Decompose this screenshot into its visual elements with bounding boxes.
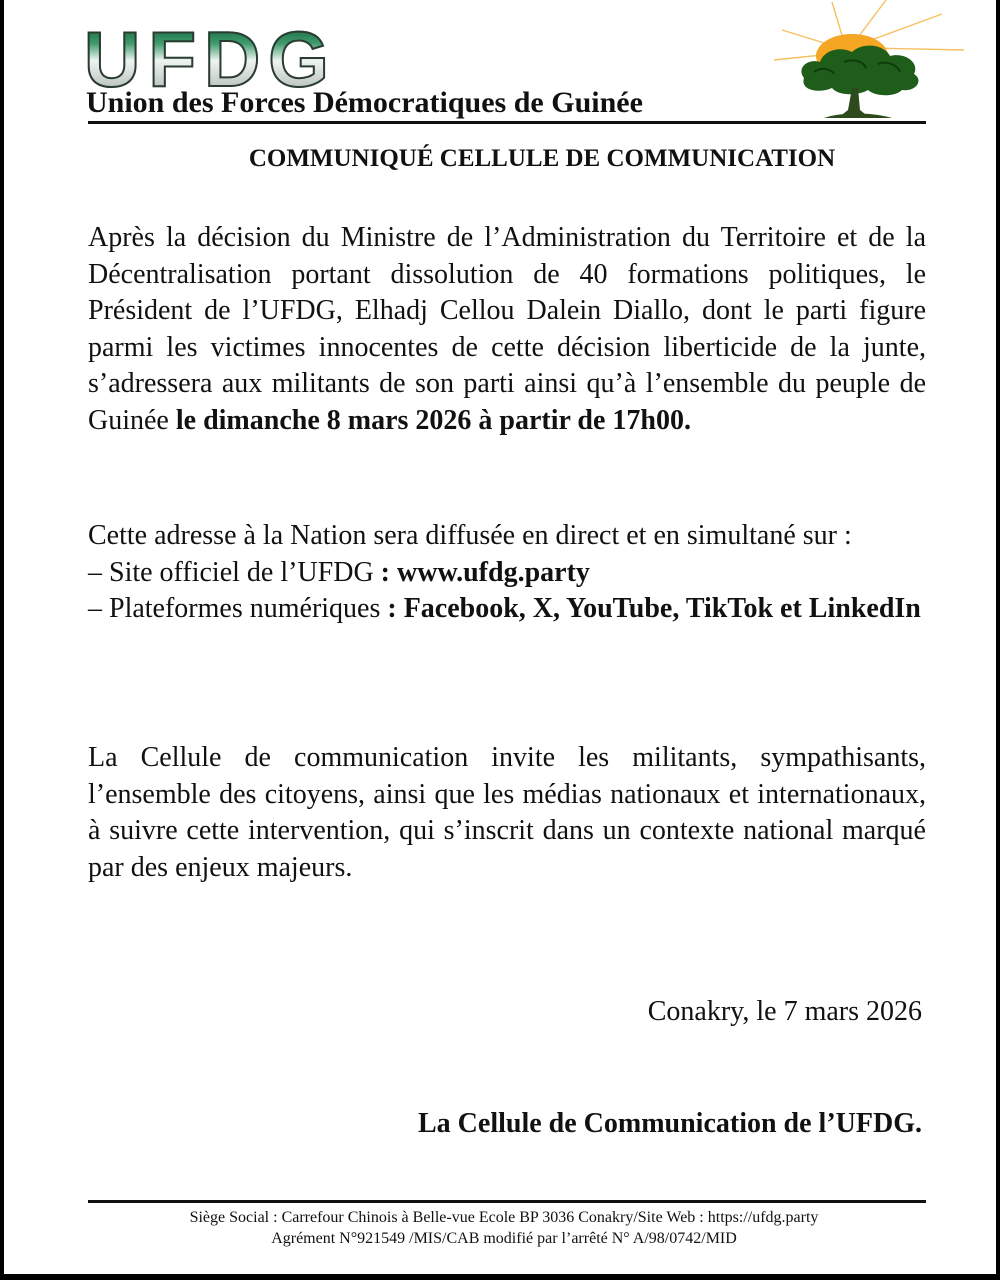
paragraph-announcement-text: Après la décision du Ministre de l’Administration du Territoire et de la Décentralisation portant dissolution de 40 formations politiques, le Président de l’UFDG, Elhadj Cellou Dalein Diallo, dont le parti figure parmi les victimes innocentes de cette décision liberticide de la junte, s’adressera aux militants de son parti ainsi qu’à l’ensemble du peuple de Guinée [88, 222, 926, 436]
broadcast-item-website-value: : www.ufdg.party [380, 556, 590, 588]
paragraph-invitation: La Cellule de communication invite les militants, sympathisants, l’ensemble des citoyens, ainsi que les médias nationaux et internationaux, à suivre cette intervention, qui s’inscrit dans un contexte national marqué par des enjeux majeurs. [88, 742, 926, 883]
document-title: COMMUNIQUÉ CELLULE DE COMMUNICATION [248, 145, 836, 172]
paragraph-broadcast [88, 518, 926, 628]
footer-address: Siège Social : Carrefour Chinois à Belle-vue Ecole BP 3036 Conakry/Site Web : https://ufdg.party [189, 1209, 819, 1226]
paragraph-announcement [88, 220, 926, 439]
signature-date: Conakry, le 7 mars 2026 [647, 996, 922, 1027]
signature-name: La Cellule de Communication de l’UFDG. [418, 1108, 922, 1139]
broadcast-item-platforms [88, 591, 926, 628]
broadcast-item-platforms-label: – Plateformes numériques [88, 593, 388, 624]
document-page [4, 0, 996, 1274]
broadcast-item-platforms-value: : Facebook, X, YouTube, TikTok et LinkedIn [387, 593, 921, 624]
broadcast-item-website [88, 555, 926, 592]
footer-registration: Agrément N°921549 /MIS/CAB modifié par l’arrêté N° A/98/0742/MID [271, 1230, 737, 1247]
announcement-date-time: le dimanche 8 mars 2026 à partir de 17h00. [175, 404, 691, 436]
broadcast-item-website-label: – Site officiel de l’UFDG [88, 556, 381, 588]
broadcast-intro: Cette adresse à la Nation sera diffusée en direct et en simultané sur : [88, 520, 852, 551]
ufdg-logo-text: UFDG [84, 15, 337, 103]
party-name: Union des Forces Démocratiques de Guinée [86, 86, 643, 119]
footer-divider [88, 1200, 926, 1203]
tree-sun-logo-icon [774, 0, 974, 124]
header-divider [88, 121, 926, 124]
